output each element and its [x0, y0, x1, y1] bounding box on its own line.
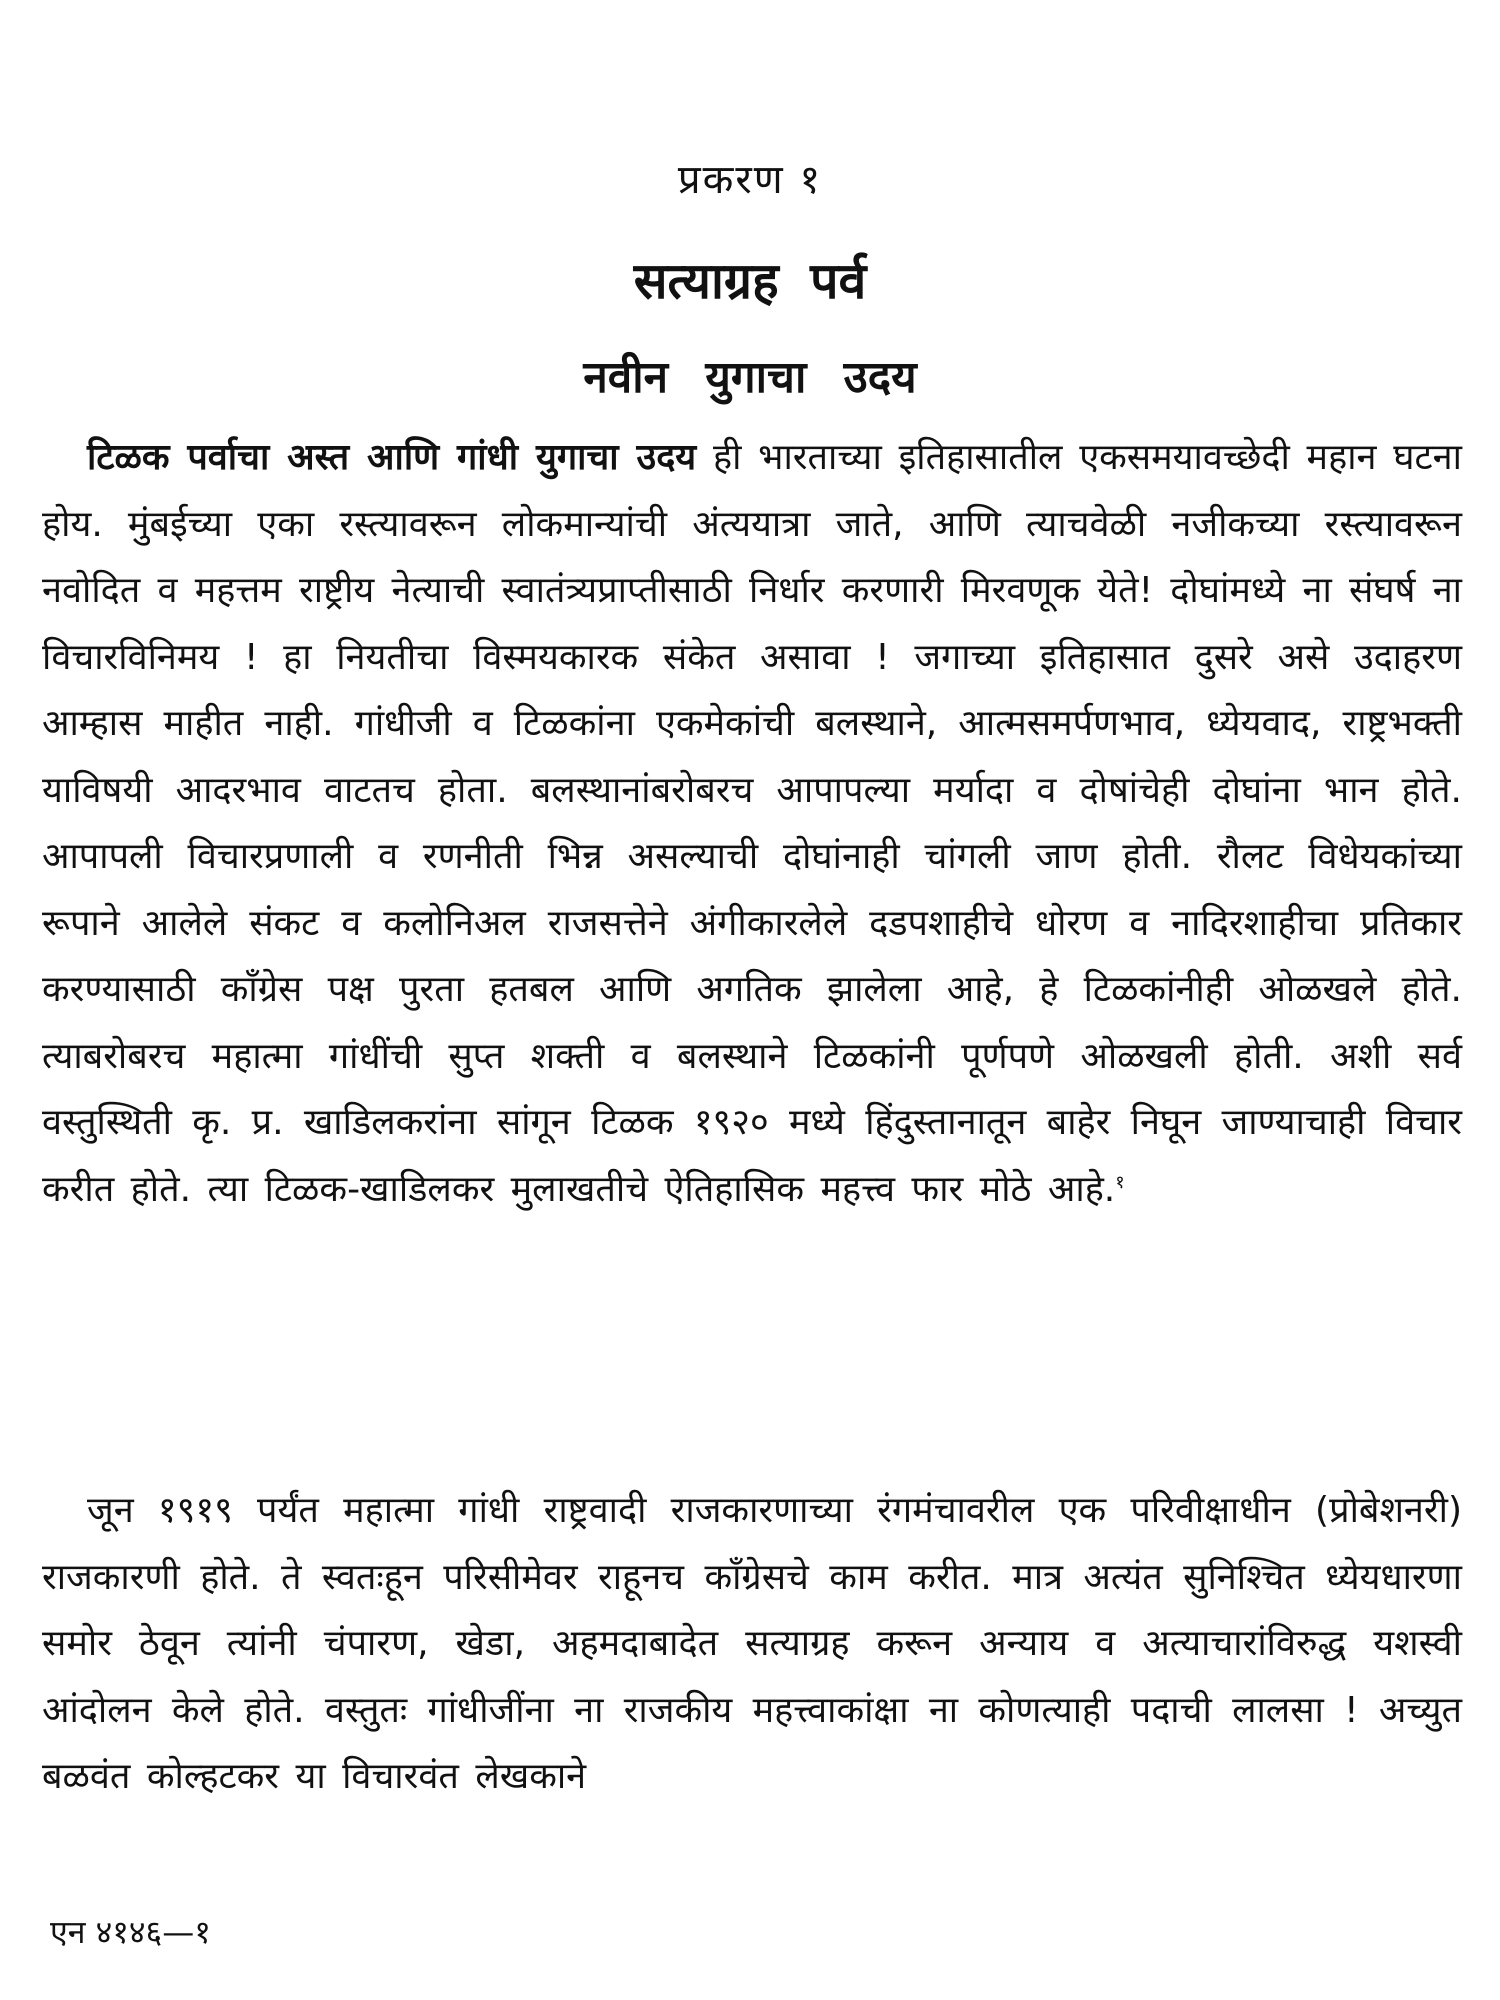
chapter-subtitle: नवीन युगाचा उदय	[583, 352, 917, 403]
chapter-title: सत्याग्रह पर्व	[633, 252, 867, 310]
paragraph-2-text: जून १९१९ पर्यंत महात्मा गांधी राष्ट्रवादी राजकारणाच्या रंगमंचावरील एक परिवीक्षाधीन (प्रोबेशनरी) राजकारणी होते. ते स्वतःहून परिसीमेवर राहूनच काँग्रेसचे काम करीत. मात्र अत्यंत सुनिश्चित ध्येयधारणा समोर ठेवून त्यांनी चंपारण, खेडा, अहमदाबादेत सत्याग्रह करून अन्याय व अत्याचारांविरुद्ध यशस्वी आंदोलन केले होते. वस्तुतः गांधीजींना ना राजकीय महत्त्वाकांक्षा ना कोणत्याही पदाची लालसा ! अच्युत बळवंत कोल्हटकर या विचारवंत लेखकाने	[42, 1490, 1462, 1797]
paragraph-1	[42, 425, 1462, 1223]
printer-signature-mark: एन ४१४६—१	[50, 1913, 211, 1951]
footnote-marker: १	[1115, 1171, 1125, 1193]
chapter-label: प्रकरण १	[677, 157, 823, 203]
paragraph-2	[42, 1478, 1462, 1811]
paragraph-1-text: ही भारताच्या इतिहासातील एकसमयावच्छेदी महान घटना होय. मुंबईच्या एका रस्त्यावरून लोकमान्यांची अंत्ययात्रा जाते, आणि त्याचवेळी नजीकच्या रस्त्यावरून नवोदित व महत्तम राष्ट्रीय नेत्याची स्वातंत्र्यप्राप्तीसाठी निर्धार करणारी मिरवणूक येते! दोघांमध्ये ना संघर्ष ना विचारविनिमय ! हा नियतीचा विस्मयकारक संकेत असावा ! जगाच्या इतिहासात दुसरे असे उदाहरण आम्हास माहीत नाही. गांधीजी व टिळकांना एकमेकांची बलस्थाने, आत्मसमर्पणभाव, ध्येयवाद, राष्ट्रभक्ती याविषयी आदरभाव वाटतच होता. बलस्थानांबरोबरच आपापल्या मर्यादा व दोषांचेही दोघांना भान होते. आपापली विचारप्रणाली व रणनीती भिन्न असल्याची दोघांनाही चांगली जाण होती. रौलट विधेयकांच्या रूपाने आलेले संकट व कलोनिअल राजसत्तेने अंगीकारलेले दडपशाहीचे धोरण व नादिरशाहीचा प्रतिकार करण्यासाठी काँग्रेस पक्ष पुरता हतबल आणि अगतिक झालेला आहे, हे टिळकांनीही ओळखले होते. त्याबरोबरच महात्मा गांधींची सुप्त शक्ती व बलस्थाने टिळकांनी पूर्णपणे ओळखली होती. अशी सर्व वस्तुस्थिती कृ. प्र. खाडिलकरांना सांगून टिळक १९२० मध्ये हिंदुस्तानातून बाहेर निघून जाण्याचाही विचार करीत होते. त्या टिळक-खाडिलकर मुलाखतीचे ऐतिहासिक महत्त्व फार मोठे आहे.	[42, 437, 1462, 1210]
paragraph-1-lead: टिळक पर्वाचा अस्त आणि गांधी युगाचा उदय	[87, 437, 697, 478]
